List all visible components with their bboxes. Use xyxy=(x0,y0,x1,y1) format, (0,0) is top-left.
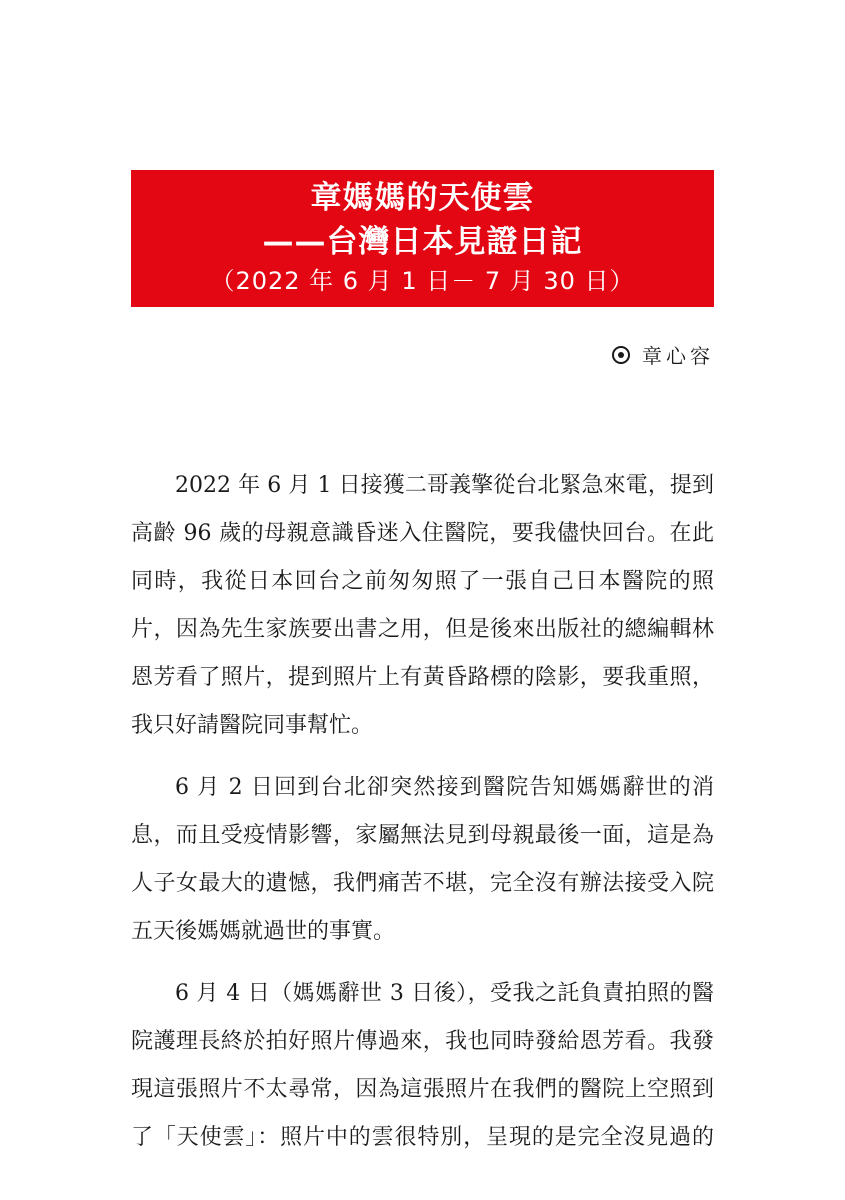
title-subtitle: ——台灣日本見證日記 xyxy=(262,224,583,260)
paragraph-1-line: 2022 年 6 月 1 日接獲二哥義擎從台北緊急來電，提到 xyxy=(175,473,714,498)
paragraph-3-line: 院護理長終於拍好照片傳過來，我也同時發給恩芳看。我發 xyxy=(131,1029,714,1054)
paragraph-2-line: 人子女最大的遺憾，我們痛苦不堪，完全沒有辦法接受入院 xyxy=(131,871,714,896)
title-main: 章媽媽的天使雲 xyxy=(310,180,535,216)
paragraph-1-line: 恩芳看了照片，提到照片上有黃昏路標的陰影，要我重照， xyxy=(131,665,714,690)
paragraph-2-line: 五天後媽媽就過世的事實。 xyxy=(131,919,396,944)
byline xyxy=(612,340,714,369)
title-date-range: （2022 年 6 月 1 日－ 7 月 30 日） xyxy=(210,267,635,295)
paragraph-1-line: 我只好請醫院同事幫忙。 xyxy=(131,713,374,738)
paragraph-1-line: 同時，我從日本回台之前匆匆照了一張自己日本醫院的照 xyxy=(131,569,714,594)
title-banner xyxy=(131,170,714,307)
bullseye-icon xyxy=(612,346,630,364)
author-name: 章心容 xyxy=(642,344,714,368)
paragraph-2-line: 6 月 2 日回到台北卻突然接到醫院告知媽媽辭世的消 xyxy=(175,775,714,800)
paragraph-3-line: 現這張照片不太尋常，因為這張照片在我們的醫院上空照到 xyxy=(131,1077,714,1102)
paragraph-1-line: 高齡 96 歲的母親意識昏迷入住醫院，要我儘快回台。在此 xyxy=(131,521,714,546)
paragraph-3-line: 了「天使雲」：照片中的雲很特別，呈現的是完全沒見過的 xyxy=(131,1125,714,1150)
paragraph-2-line: 息，而且受疫情影響，家屬無法見到母親最後一面，這是為 xyxy=(131,823,714,848)
article-body xyxy=(131,462,714,1162)
paragraph-1-line: 片，因為先生家族要出書之用，但是後來出版社的總編輯林 xyxy=(131,617,714,642)
paragraph-3-line: 6 月 4 日（媽媽辭世 3 日後），受我之託負責拍照的醫 xyxy=(175,981,714,1006)
